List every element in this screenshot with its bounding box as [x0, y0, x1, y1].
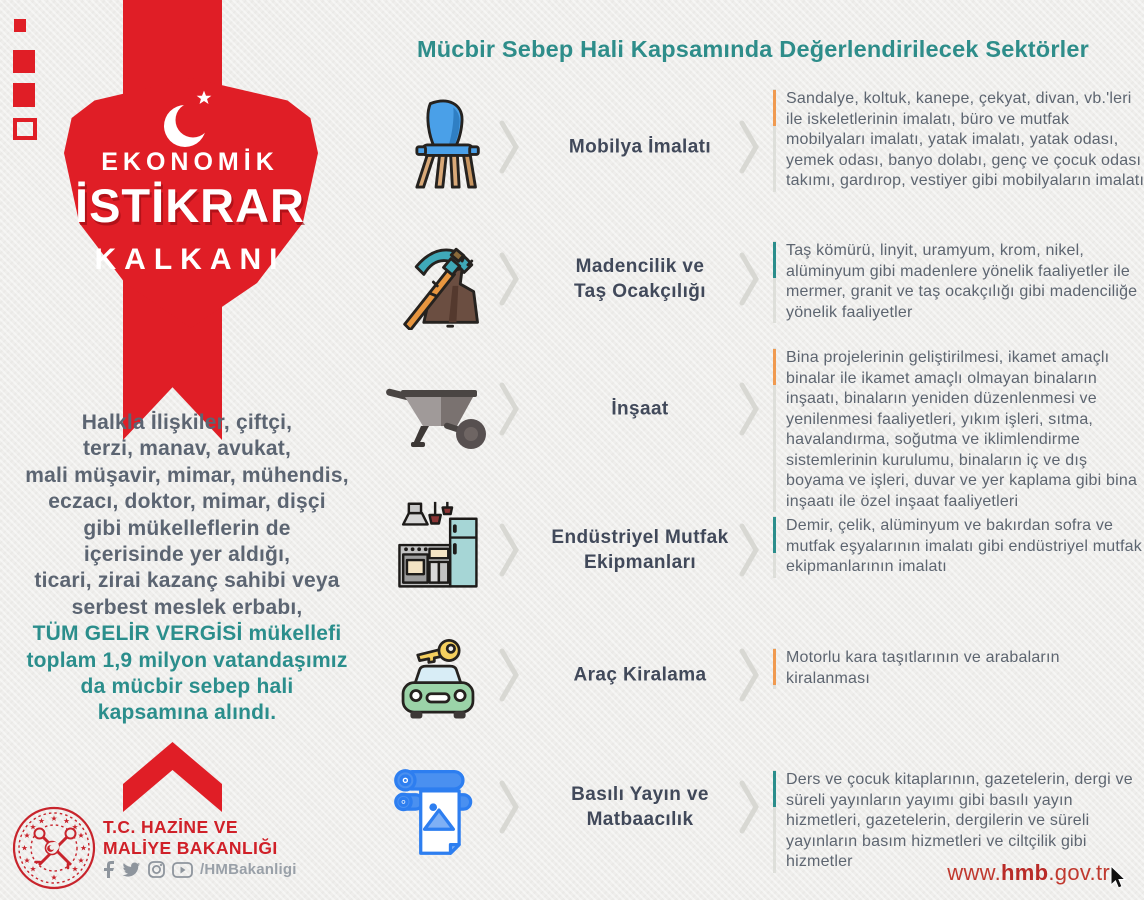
chair-icon — [390, 93, 486, 191]
sector-label-insaat: İnşaat — [611, 398, 669, 420]
ministry-name — [103, 817, 278, 859]
intro-line: terzi, manav, avukat, — [82, 437, 292, 461]
website-url[interactable]: www.hmb.gov.tr — [947, 860, 1110, 885]
accent-bar — [773, 242, 776, 278]
sector-description: Motorlu kara taşıtlarının ve arabaların kiralanması — [773, 648, 1144, 689]
youtube-icon[interactable] — [172, 862, 193, 878]
pickaxe-icon — [395, 238, 491, 330]
intro-line: eczacı, doktor, mimar, dişçi — [48, 490, 326, 514]
chevron-right-icon — [738, 520, 760, 580]
sector-description: Demir, çelik, alüminyum ve bakırdan sofra ve mutfak eşyalarının imalatı gibi endüstriyel mutfak ekipmanlarının imalatı — [773, 516, 1144, 578]
chevron-right-icon — [498, 249, 520, 309]
chevron-right-icon — [738, 777, 760, 837]
crescent-star-icon — [152, 86, 228, 150]
sector-label-mutfak: Endüstriyel Mutfak Ekipmanları — [551, 527, 729, 573]
ministry-name-line2: MALİYE BAKANLIĞI — [103, 838, 278, 858]
sector-description: Bina projelerinin geliştirilmesi, ikamet amaçlı binalar ile ikamet amaçlı olmayan binaların inşaatı, binaların yeniden düzenlenmesi ve yenilenmesi faaliyetleri, yıkım işleri, sıtma, havalandırma, soğutma ve iklimlendirme sistemlerinin kurulumu, binaların iç ve dış boyama ve işleri, duvar ve yer kaplama gibi bina inşaatı ile özel inşaat faaliyetleri — [773, 348, 1144, 512]
decor-square — [13, 83, 35, 107]
intro-line: Halkla İlişkiler, çiftçi, — [81, 411, 293, 434]
badge-word-ekonomik: EKONOMİK — [101, 148, 279, 176]
sector-description: Taş kömürü, linyit, uramyum, krom, nikel, alüminyum gibi madenlere yönelik faaliyetler ile mermer, granit ve taş ocakçılığı gibi madenciliğe yönelik faaliyetler — [773, 241, 1144, 323]
accent-bar — [773, 90, 776, 126]
chevron-right-icon — [498, 117, 520, 177]
chevron-right-icon — [498, 379, 520, 439]
wheelbarrow-icon — [383, 370, 501, 454]
sector-description: Ders ve çocuk kitaplarının, gazetelerin, dergi ve süreli yayınların yayımı gibi basılı yayın hizmetleri, gazetelerin, dergilerin ve süreli yayınların basım hizmetleri ve ciltçilik gibi hizmetler — [773, 770, 1144, 873]
sector-label-mobilya: Mobilya İmalatı — [568, 136, 712, 158]
ribbon-chevron — [123, 742, 222, 812]
chevron-right-icon — [738, 379, 760, 439]
chevron-right-icon — [738, 117, 760, 177]
intro-line: mali müşavir, mimar, mühendis, — [25, 463, 349, 487]
sector-label-arac: Araç Kiralama — [573, 664, 707, 686]
intro-line: gibi mükelleflerin de — [83, 516, 291, 540]
kitchen-icon — [390, 500, 484, 592]
intro-line: ticari, zirai kazanç sahibi veya — [34, 569, 340, 593]
intro-paragraph — [8, 410, 366, 727]
chevron-right-icon — [498, 520, 520, 580]
chevron-right-icon — [498, 645, 520, 705]
decor-square — [13, 118, 37, 140]
intro-highlight-line: da mücbir sebep hali — [80, 675, 294, 699]
badge-word-kalkani: KALKANI — [94, 243, 286, 276]
chevron-right-icon — [498, 777, 520, 837]
accent-bar — [773, 517, 776, 553]
accent-bar — [773, 649, 776, 685]
ministry-name-line1: T.C. HAZİNE VE — [103, 817, 238, 837]
intro-line: serbest meslek erbabı, — [71, 595, 303, 619]
intro-highlight-line: toplam 1,9 milyon vatandaşımız — [26, 648, 348, 672]
badge-word-istikrar: İSTİKRAR — [75, 179, 305, 232]
accent-bar — [773, 349, 776, 385]
social-row — [103, 861, 297, 878]
sector-label-madencilik: Madencilik ve Taş Ocakçılığı — [574, 256, 706, 302]
social-handle[interactable]: /HMBakanligi — [200, 861, 297, 878]
decor-square — [13, 50, 35, 73]
mouse-cursor — [1110, 866, 1128, 890]
accent-bar — [773, 771, 776, 807]
car-key-icon — [392, 633, 484, 725]
intro-line: içerisinde yer aldığı, — [83, 543, 291, 567]
decor-square — [14, 19, 26, 32]
printing-icon — [390, 763, 486, 861]
sector-label-basili: Basılı Yayın ve Matbaacılık — [571, 784, 709, 830]
page-title: Mücbir Sebep Hali Kapsamında Değerlendirilecek Sektörler — [416, 36, 1090, 62]
twitter-icon[interactable] — [122, 862, 141, 878]
instagram-icon[interactable] — [148, 861, 165, 878]
intro-highlight-line: kapsamına alındı. — [97, 701, 277, 725]
sector-description: Sandalye, koltuk, kanepe, çekyat, divan, vb.'leri ile iskeletlerinin imalatı, büro ve mutfak mobilyaları imalatı, yatak imalatı, yatak odası, yemek odası, banyo dolabı, genç ve çocuk odası takımı, gardırop, vestiyer gibi mobilyaların imalatı — [773, 89, 1144, 192]
facebook-icon[interactable] — [103, 861, 115, 878]
intro-highlight-line: TÜM GELİR VERGİSİ mükellefi — [32, 622, 342, 646]
chevron-right-icon — [738, 249, 760, 309]
ministry-seal — [12, 806, 96, 890]
chevron-right-icon — [738, 645, 760, 705]
